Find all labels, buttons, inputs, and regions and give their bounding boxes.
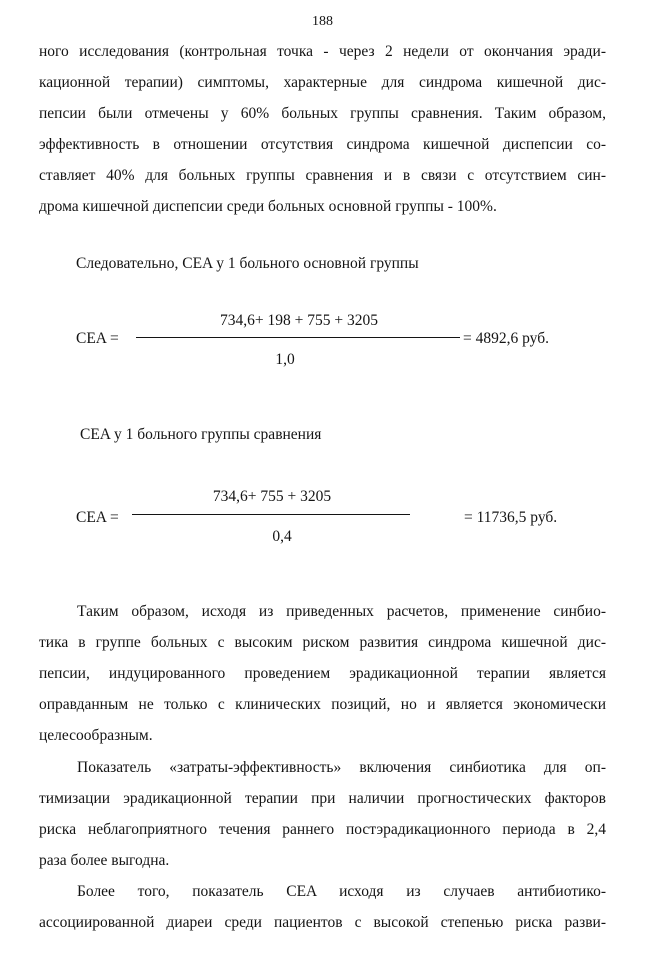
fraction-bar — [132, 514, 410, 515]
paragraph-cost-effectiveness — [39, 752, 606, 876]
text-line: пепсии, индуцированного проведением эрадикационной терапии является — [39, 665, 606, 682]
text-line: Таким образом, исходя из приведенных расчетов, применение синбио- — [77, 603, 606, 620]
formula1-numerator: 734,6+ 198 + 755 + 3205 — [220, 312, 378, 329]
text-line: кационной терапии) симптомы, характерные для синдрома кишечной дис- — [39, 74, 606, 91]
page-number: 188 — [312, 14, 333, 29]
formula1-intro: Следовательно, CEA у 1 больного основной группы — [76, 255, 419, 272]
formula2-result: = 11736,5 руб. — [464, 509, 558, 526]
text-line: тика в группе больных с высоким риском развития синдрома кишечной дис- — [39, 634, 606, 651]
formula2-numerator: 734,6+ 755 + 3205 — [212, 488, 332, 505]
text-line: эффективность в отношении отсутствия синдрома кишечной диспепсии со- — [39, 136, 606, 153]
text-line: ассоциированной диареи среди пациентов с высокой степенью риска разви- — [39, 914, 606, 931]
text-line: риска неблагоприятного течения раннего постэрадикационного периода в 2,4 — [39, 821, 606, 838]
formula2-denominator: 0,4 — [272, 528, 292, 545]
text-line: тимизации эрадикационной терапии при наличии прогностических факторов — [39, 790, 606, 807]
paragraph-dyspepsia-results — [39, 36, 606, 222]
fraction-bar — [136, 337, 460, 338]
text-line: дрома кишечной диспепсии среди больных основной группы - 100%. — [39, 198, 497, 215]
text-line: оправданным не только с клинических позиций, но и является экономически — [39, 696, 606, 713]
formula2-intro: CEA у 1 больного группы сравнения — [80, 426, 322, 443]
text-line: Более того, показатель CEA исходя из случаев антибиотико- — [77, 883, 606, 900]
formula1-label: CEA = — [76, 330, 119, 347]
text-line: ставляет 40% для больных группы сравнения и в связи с отсутствием син- — [39, 167, 606, 184]
paragraph-antibiotic-diarrhea — [39, 876, 606, 938]
paragraph-conclusion — [39, 596, 606, 751]
text-line: пепсии были отмечены у 60% больных группы сравнения. Таким образом, — [39, 105, 606, 122]
formula1-denominator: 1,0 — [275, 351, 295, 368]
text-line: целесообразным. — [39, 727, 153, 744]
formula1-result: = 4892,6 руб. — [463, 330, 549, 347]
text-line: ного исследования (контрольная точка - через 2 недели от окончания эради- — [39, 43, 606, 60]
formula2-label: CEA = — [76, 509, 119, 526]
text-line: раза более выгодна. — [39, 852, 170, 869]
text-line: Показатель «затраты-эффективность» включения синбиотика для оп- — [77, 759, 606, 776]
